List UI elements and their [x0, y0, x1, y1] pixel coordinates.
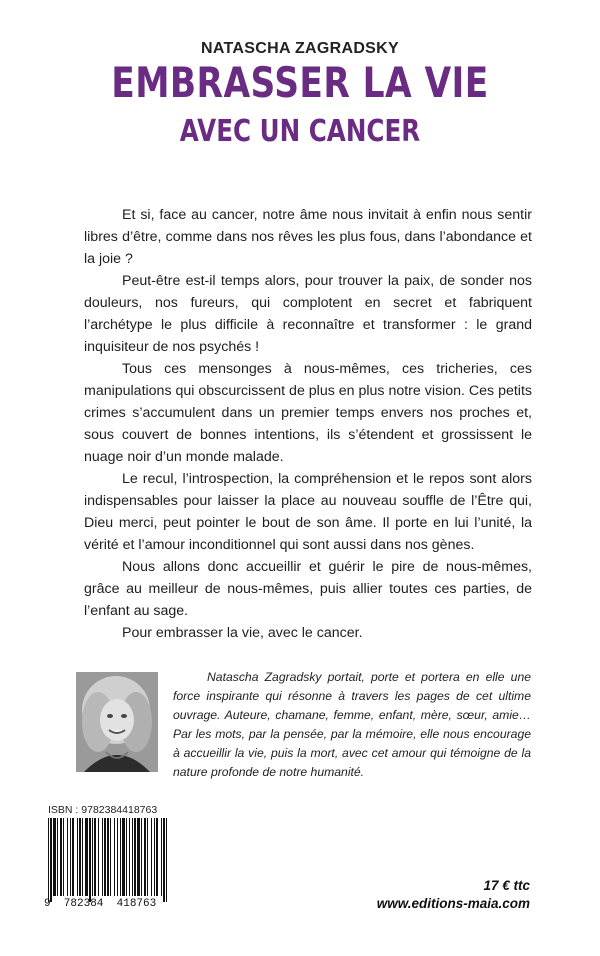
barcode-bar [161, 818, 162, 896]
blurb-paragraph: Nous allons donc accueillir et guérir le pire de nous-mêmes, grâce au meilleur de nous-mêmes, puis allier toutes ces parties, de l’enfant au sage. [84, 559, 532, 619]
blurb-paragraph: Le recul, l’introspection, la compréhension et le repos sont alors indispensables pour laisser la place au nouveau souffle de l’Être qui, Dieu merci, peut pointer le bout de son âme. Il porte en lui l’unité, la vérité et l’amour inconditionnel qui sont aussi dans nos gènes. [84, 471, 532, 553]
author-bio-text: Natascha Zagradsky portait, porte et portera en elle une force inspirante qui résonne à travers les pages de cet ultime ouvrage. Auteure, chamane, femme, enfant, mère, sœur, amie… Par les mots, par la pensée, par la mémoire, elle nous encourage à accueillir la vie, puis la mort, avec cet amour qui témoigne de la nature profonde de notre humanité. [173, 670, 531, 779]
book-title-line1: EMBRASSER LA VIE [111, 58, 489, 107]
barcode-bar [144, 818, 146, 896]
barcode-bar [104, 818, 106, 896]
barcode-bar [85, 818, 88, 896]
author-portrait [76, 672, 158, 772]
barcode-bar [89, 818, 91, 902]
barcode-bar [67, 818, 68, 896]
barcode-bar [92, 818, 93, 896]
barcode-bar [77, 818, 78, 896]
barcode-bar [82, 818, 83, 896]
barcode-bar [166, 818, 167, 902]
barcode-digits: 9 782384 418763 [44, 898, 157, 910]
barcode-bar [98, 818, 99, 896]
barcode-bar [114, 818, 115, 896]
author-name: NATASCHA ZAGRADSKY [201, 40, 399, 57]
barcode-bar [117, 818, 118, 896]
barcode-bar [156, 818, 158, 896]
barcode-bar [154, 818, 155, 896]
barcode-bar [57, 818, 58, 896]
barcode-bar [48, 818, 49, 902]
barcode-bar [126, 818, 127, 896]
price: 17 € ttc [483, 878, 530, 893]
barcode-bar [110, 818, 111, 896]
blurb-paragraph: Pour embrasser la vie, avec le cancer. [122, 625, 363, 641]
back-cover-blurb [84, 204, 532, 644]
barcode-bar [137, 818, 140, 896]
barcode-bar [50, 818, 52, 902]
barcode-bar [63, 818, 64, 896]
barcode-bar [72, 818, 74, 896]
book-title-line2: AVEC UN CANCER [179, 114, 421, 149]
barcode-bar [129, 818, 130, 896]
isbn-label: ISBN : 9782384418763 [48, 804, 158, 816]
barcode-bar [134, 818, 136, 896]
blurb-paragraph: Peut-être est-il temps alors, pour trouver la paix, de sonder nos douleurs, nos fureurs, qui complotent en secret et fabriquent l’archétype le plus difficile à reconnaître et transformer : le grand inquisiteur de nos psychés ! [84, 273, 532, 355]
author-bio [173, 668, 531, 782]
barcode-bar [79, 818, 81, 896]
barcode-bar [163, 818, 165, 902]
barcode-bar [141, 818, 142, 896]
barcode-bar [94, 818, 96, 896]
barcode-bar [122, 818, 125, 896]
barcode-bar [60, 818, 62, 896]
barcode-bar [102, 818, 103, 896]
author-portrait-icon [76, 672, 158, 772]
barcode-bar [147, 818, 148, 896]
barcode-bar [53, 818, 56, 896]
blurb-paragraph: Et si, face au cancer, notre âme nous invitait à enfin nous sentir libres d’être, comme dans nos rêves les plus fous, dans l’abondance et la joie ? [84, 207, 532, 267]
publisher-website: www.editions-maia.com [376, 896, 530, 911]
barcode-bar [70, 818, 71, 896]
barcode-bar [107, 818, 109, 896]
barcode-bar [132, 818, 133, 896]
blurb-paragraph: Tous ces mensonges à nous-mêmes, ces tricheries, ces manipulations qui obscurcissent de plus en plus notre vision. Ces petits crimes s’accumulent dans un premier temps envers nos proches et, sous couvert de bonnes intentions, ils s’étendent et grossissent le nuage noir d’un monde malade. [84, 361, 532, 465]
barcode-bar [151, 818, 152, 896]
barcode-bar [120, 818, 121, 896]
